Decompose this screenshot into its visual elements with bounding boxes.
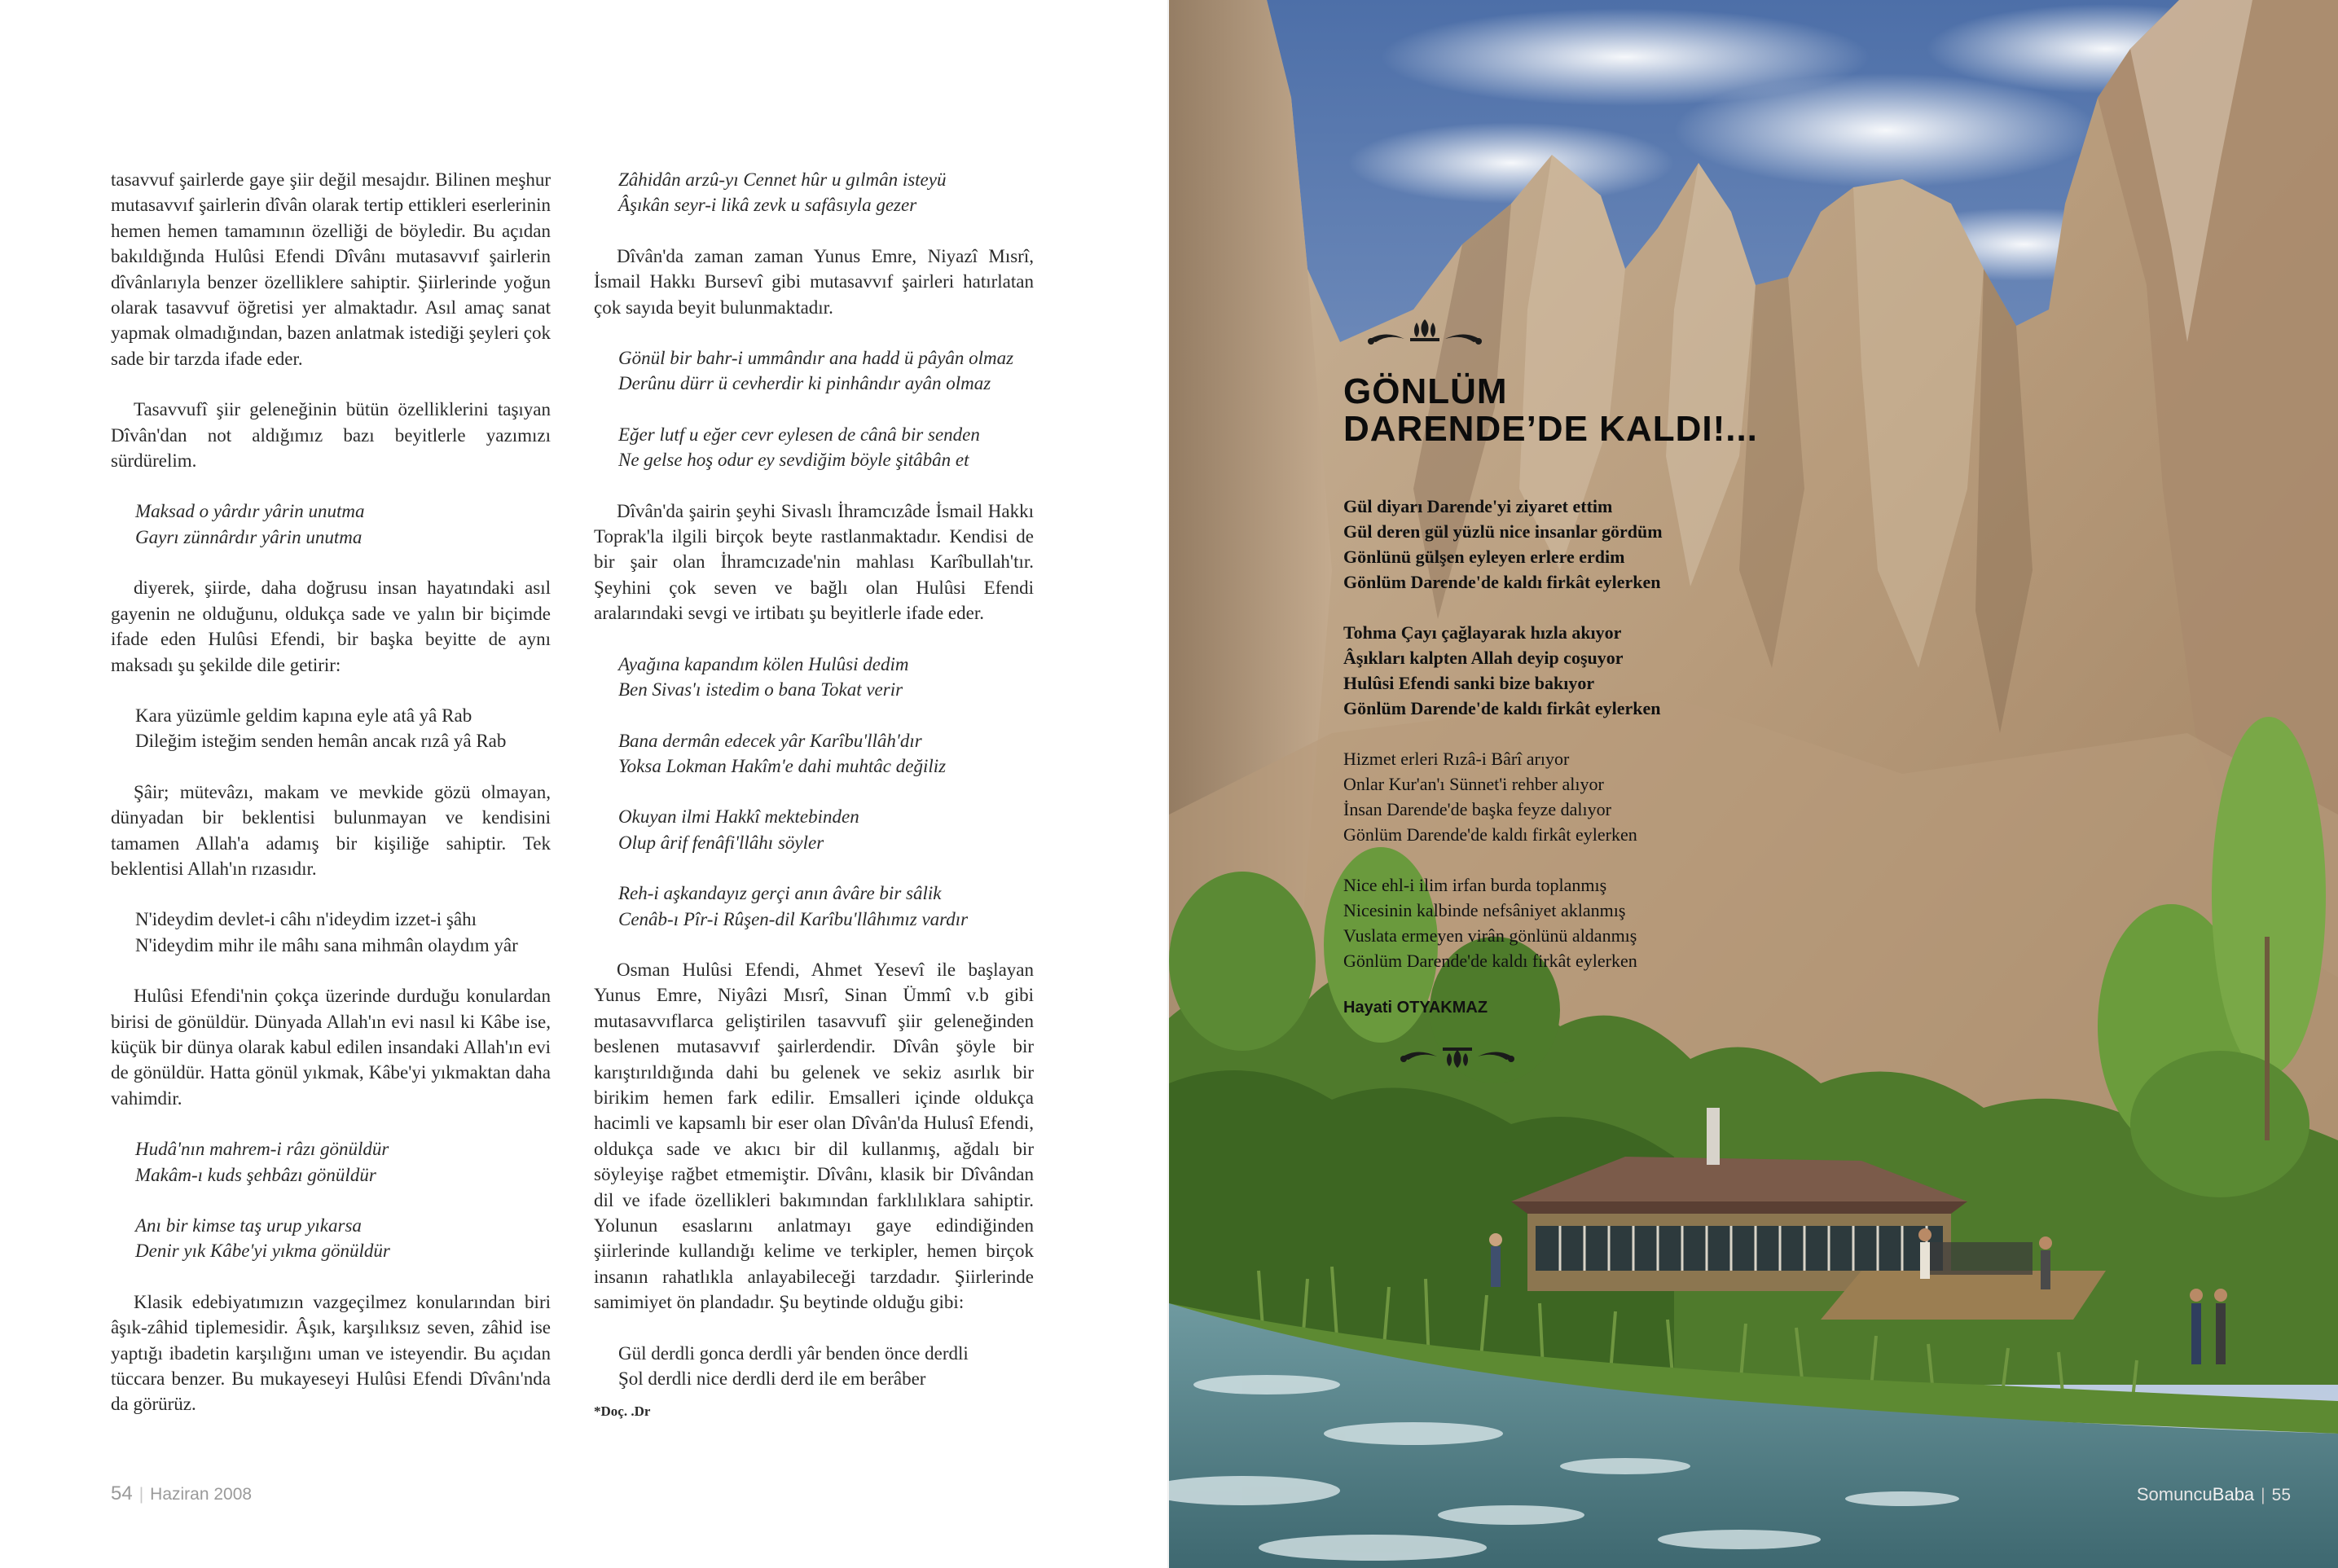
right-page xyxy=(1169,0,2338,1568)
magazine-name-part: Somuncu xyxy=(2136,1484,2213,1504)
verse xyxy=(594,728,1034,780)
poem-line: Onlar Kur'an'ı Sünnet'i rehber alıyor xyxy=(1343,774,1604,794)
poem-stanza xyxy=(1343,746,1800,847)
poem-title-line: DARENDE’DE KALDI!... xyxy=(1343,409,1758,449)
poem-line: Nicesinin kalbinde nefsâniyet aklanmış xyxy=(1343,900,1626,920)
verse xyxy=(594,881,1034,932)
verse-line: Hudâ'nın mahrem-i râzı gönüldür xyxy=(135,1139,389,1160)
verse-line: Zâhidân arzû-yı Cennet hûr u gılmân isteyü xyxy=(618,169,947,190)
verse-line: Gül derdli gonca derdli yâr benden önce derdli xyxy=(618,1342,969,1364)
verse xyxy=(594,345,1034,397)
paragraph: Dîvân'da şairin şeyhi Sivaslı İhramcızâde İsmail Hakkı Toprak'la ilgili birçok beyte rastlanmaktadır. Kendisi de bir şair olan İhramcızade'nin mahlası Karîbullah'tır. Şeyhini çok seven ve bağlı olan Hulûsi Efendi aralarındaki sevgi ve irtibatı şu beyitlerle ifade eder. xyxy=(594,500,1034,624)
folio-separator: | xyxy=(138,1485,144,1504)
verse xyxy=(594,422,1034,473)
verse xyxy=(594,167,1034,218)
folio-separator: | xyxy=(2261,1486,2265,1504)
paragraph: Klasik edebiyatımızın vazgeçilmez konularından biri âşık-zâhid tiplemesidir. Âşık, karşılıksız seven, zâhid ise yaptığı ibadetin karşılığını uman ve isteyendir. Bu açıdan tüccara benzer. Bu mukayeseyi Hulûsi Efendi Dîvânı'nda da görürüz. xyxy=(111,1291,551,1415)
issue-date: Haziran 2008 xyxy=(150,1485,253,1504)
verse xyxy=(111,703,551,754)
ornament-top-icon xyxy=(1360,316,1490,349)
verse xyxy=(594,804,1034,855)
poem-block xyxy=(1343,316,1800,1074)
verse-line: Dileğim isteğim senden hemân ancak rızâ yâ Rab xyxy=(135,731,507,752)
verse xyxy=(111,1213,551,1264)
ornament-bottom-icon xyxy=(1392,1042,1523,1074)
poem-line: Hizmet erleri Rızâ-i Bârî arıyor xyxy=(1343,749,1570,769)
verse-line: Derûnu dürr ü cevherdir ki pinhândır ayân olmaz xyxy=(618,373,991,394)
verse-line: Cenâb-ı Pîr-i Rûşen-dil Karîbu'llâhımız vardır xyxy=(618,908,969,929)
magazine-name-part: Baba xyxy=(2212,1484,2255,1504)
poem-line: Tohma Çayı çağlayarak hızla akıyor xyxy=(1343,622,1622,643)
verse xyxy=(111,499,551,550)
poem-line: Gönlüm Darende'de kaldı firkât eylerken xyxy=(1343,698,1661,718)
verse-line: Yoksa Lokman Hakîm'e dahi muhtâc değiliz xyxy=(618,755,947,776)
verse-line: Okuyan ilmi Hakkî mektebinden xyxy=(618,806,859,828)
page-folio xyxy=(2137,1484,2291,1505)
poem-line: Âşıkları kalpten Allah deyip coşuyor xyxy=(1343,648,1624,668)
verse-line: Denir yık Kâbe'yi yıkma gönüldür xyxy=(135,1241,390,1262)
poem-title-line: GÖNLÜM xyxy=(1343,371,1508,411)
poem-line: İnsan Darende'de başka feyze dalıyor xyxy=(1343,799,1611,819)
verse-line: Ben Sivas'ı istedim o bana Tokat verir xyxy=(618,679,903,701)
verse-line: N'ideydim devlet-i câhı n'ideydim izzet-i şâhı xyxy=(135,909,477,930)
poem-line: Gül diyarı Darende'yi ziyaret ettim xyxy=(1343,496,1613,516)
poem-stanza xyxy=(1343,494,1800,595)
paragraph: tasavvuf şairlerde gaye şiir değil mesajdır. Bilinen meşhur mutasavvıf şairlerin dîvân olarak tertip ettikleri eserlerinin hemen hemen tamamının özelliği de böyledir. Bu açıdan bakıldığında Hulûsi Efendi Dîvânı mutasavvıf şairlerin dîvânlarıyla benzer özelliklere sahiptir. Şiirlerinde yoğun olarak tasavvuf öğretisi yer almaktadır. Asıl amaç sanat yapmak olmadığından, bazen anlatmak istediği şeyleri çok sade bir tarzda ifade eder. xyxy=(111,169,551,369)
verse-line: N'ideydim mihr ile mâhı sana mihmân olaydım yâr xyxy=(135,934,518,955)
paragraph: Hulûsi Efendi'nin çokça üzerinde durduğu konulardan birisi de gönüldür. Dünyada Allah'ın evi nasıl ki Kâbe ise, küçük bir dünya olarak kabul edilen insandaki Allah'ın evi de gönüldür. Hatta gönül yıkmak, Kâbe'yi yıkmaktan daha vahimdir. xyxy=(111,986,551,1109)
verse-line: Eğer lutf u eğer cevr eylesen de cânâ bir senden xyxy=(618,424,980,445)
paragraph: Dîvân'da zaman zaman Yunus Emre, Niyazî Mısrî, İsmail Hakkı Bursevî gibi mutasavvıf şairleri hatırlatan çok sayıda beyit bulunmaktadır. xyxy=(594,245,1034,318)
verse-line: Şol derdli nice derdli derd ile em berâber xyxy=(618,1368,926,1390)
poem-line: Gönlünü gülşen eyleyen erlere erdim xyxy=(1343,547,1625,567)
paragraph: Tasavvufî şiir geleneğinin bütün özelliklerini taşıyan Dîvân'dan not aldığımız bazı beyitlerle yazımızı sürdürelim. xyxy=(111,399,551,472)
page-number: 55 xyxy=(2271,1486,2291,1504)
paragraph: diyerek, şiirde, daha doğrusu insan hayatındaki asıl gayenin ne olduğunu, oldukça sade ve yalın bir biçimde ifade eden Hulûsi Efendi, bir başka beyitte de aynı maksadı şu şekilde dile getirir: xyxy=(111,578,551,675)
text-column-1 xyxy=(111,167,551,1443)
verse-line: Makâm-ı kuds şehbâzı gönüldür xyxy=(135,1164,376,1185)
poem-line: Gönlüm Darende'de kaldı firkât eylerken xyxy=(1343,824,1637,845)
verse-line: Gayrı zünnârdır yârin unutma xyxy=(135,526,363,547)
poem-line: Gönlüm Darende'de kaldı firkât eylerken xyxy=(1343,572,1661,592)
verse-line: Olup ârif fenâfi'llâhı söyler xyxy=(618,832,824,853)
verse-line: Anı bir kimse taş urup yıkarsa xyxy=(135,1215,362,1236)
page-number: 54 xyxy=(111,1482,133,1504)
verse-line: Kara yüzümle geldim kapına eyle atâ yâ Rab xyxy=(135,705,472,726)
verse xyxy=(111,907,551,958)
verse-line: Bana dermân edecek yâr Karîbu'llâh'dır xyxy=(618,730,922,751)
poem-stanza xyxy=(1343,872,1800,973)
poem-line: Hulûsi Efendi sanki bize bakıyor xyxy=(1343,673,1595,693)
verse-line: Reh-i aşkandayız gerçi anın âvâre bir sâlik xyxy=(618,883,942,904)
paragraph: Osman Hulûsi Efendi, Ahmet Yesevî ile başlayan Yunus Emre, Niyâzi Mısrî, Sinan Ümmî v.b gibi mutasavvıflarca geliştirilen tasavvufî şiir geleneğinden beslenen mutasavvıf şairlerdendir. Dîvân şöyle bir karıştırıldığında dahi bu gelenek ve sekiz asırlık bir birikim hemen fark edilir. Emsalleri içinde oldukça hacimli ve kapsamlı bir eser olan Dîvân'da Hulusî Efendi, oldukça sade ve akıcı bir dil kullanmış, ağdalı bir söyleyişe rağbet etmemiştir. Dîvânı, klasik bir Dîvândan dil ve ifade özellikleri bakımından farklılıklara sahiptir. Yolunun esaslarını anlatmayı gaye edindiğinden şiirlerinde kullandığı kelime ve terkipler, hemen birçok insanın rahatlıkla anlayabileceği tarzdadır. Şiirlerinde samimiyet ön plandadır. Şu beytinde olduğu gibi: xyxy=(594,959,1034,1313)
verse-line: Gönül bir bahr-i ummândır ana hadd ü pâyân olmaz xyxy=(618,348,1014,369)
poem-stanza xyxy=(1343,620,1800,721)
paragraph: Şâir; mütevâzı, makam ve mevkide gözü olmayan, dünyadan bir beklentisi bulunmayan ve kendisini tamamen Allah'a adamış bir kişiliğe sahiptir. Tek beklentisi Allah'ın rızasıdır. xyxy=(111,781,551,879)
poem-author: Hayati OTYAKMAZ xyxy=(1343,999,1488,1017)
verse xyxy=(111,1136,551,1188)
poem-line: Gönlüm Darende'de kaldı firkât eylerken xyxy=(1343,951,1637,971)
poem-line: Gül deren gül yüzlü nice insanlar gördüm xyxy=(1343,521,1663,542)
page-folio xyxy=(111,1482,252,1505)
poem-line: Vuslata ermeyen virân gönlünü aldanmış xyxy=(1343,925,1637,946)
poem-line: Nice ehl-i ilim irfan burda toplanmış xyxy=(1343,875,1607,895)
verse xyxy=(594,652,1034,703)
poem-title xyxy=(1343,373,1800,448)
footnote: *Doç. .Dr xyxy=(594,1403,651,1420)
verse-line: Maksad o yârdır yârin unutma xyxy=(135,501,365,522)
text-column-2 xyxy=(594,167,1034,1425)
verse-line: Âşıkân seyr-i likâ zevk u safâsıyla gezer xyxy=(618,195,917,216)
verse-line: Ayağına kapandım kölen Hulûsi dedim xyxy=(618,653,909,674)
magazine-name xyxy=(2137,1484,2254,1504)
verse-line: Ne gelse hoş odur ey sevdiğim böyle şitâbân et xyxy=(618,450,969,471)
verse xyxy=(594,1341,1034,1392)
